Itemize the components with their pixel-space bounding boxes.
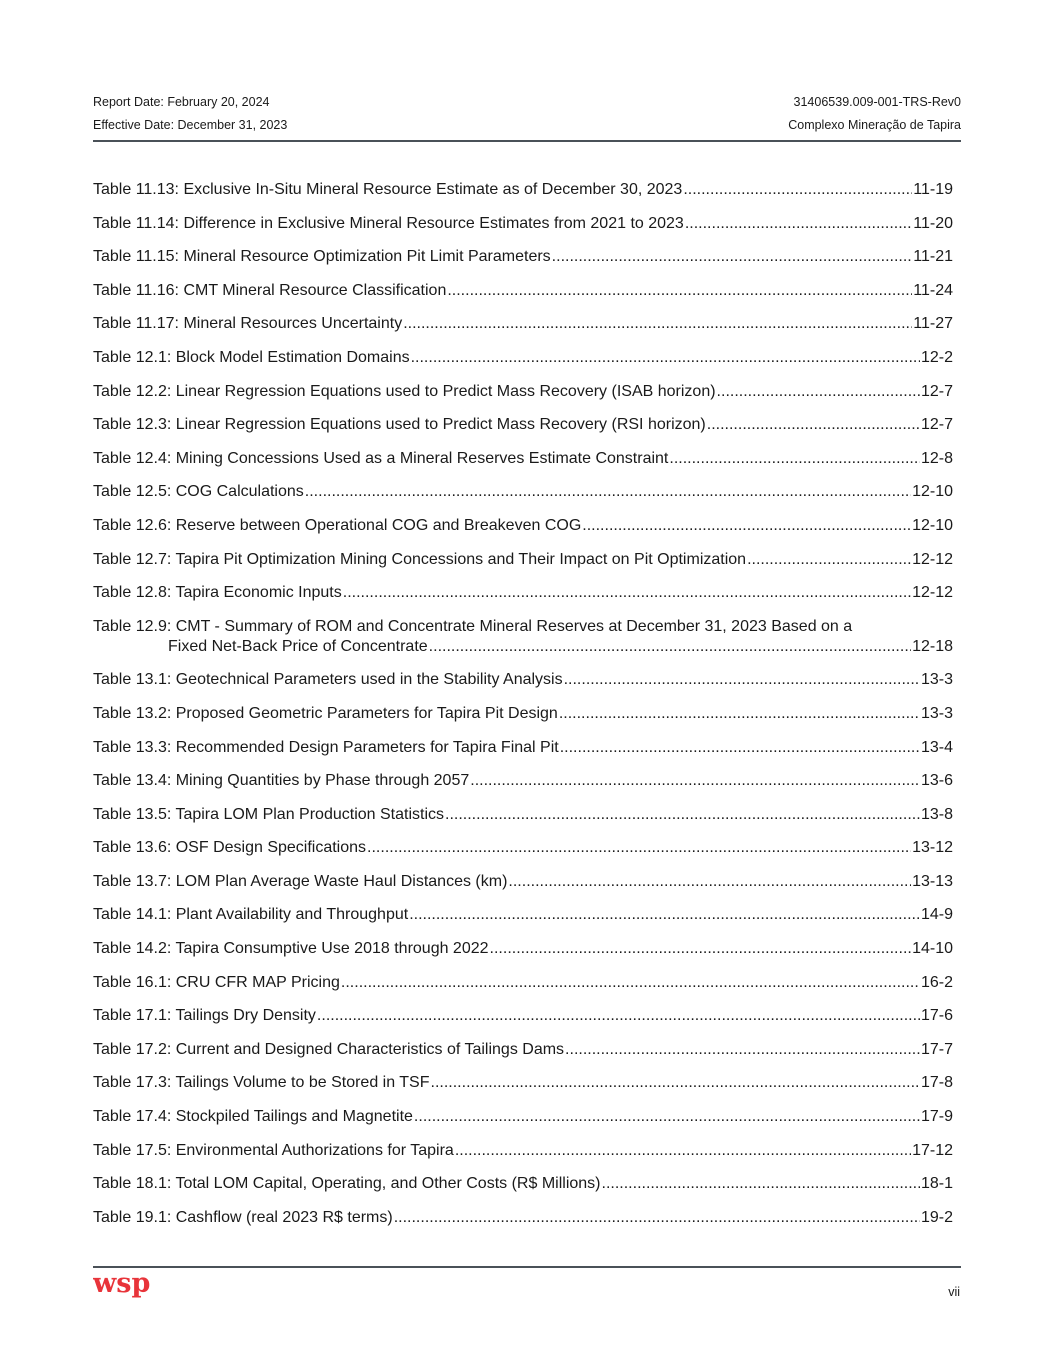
toc-entry-page: 14-10 (912, 940, 953, 958)
toc-leader-dots (394, 1208, 920, 1228)
toc-entry-page: 16-2 (920, 973, 953, 991)
toc-leader-dots (305, 482, 911, 502)
table-of-contents (93, 180, 953, 1241)
toc-leader-dots (470, 771, 920, 791)
toc-leader-dots (445, 805, 920, 825)
toc-leader-dots (409, 905, 920, 925)
toc-entry[interactable] (93, 905, 953, 939)
project-name: Complexo Mineração de Tapira (788, 118, 961, 132)
toc-entry-page: 13-13 (912, 872, 953, 890)
toc-entry-page: 13-6 (920, 772, 953, 790)
report-number: 31406539.009-001-TRS-Rev0 (793, 95, 961, 109)
toc-entry[interactable] (93, 617, 953, 671)
toc-entry-label: Table 12.8: Tapira Economic Inputs (93, 584, 342, 602)
toc-leader-dots (411, 348, 920, 368)
toc-leader-dots (560, 738, 920, 758)
toc-leader-dots (490, 939, 912, 959)
toc-entry[interactable] (93, 1174, 953, 1208)
toc-entry-label: Table 17.1: Tailings Dry Density (93, 1007, 316, 1025)
toc-entry-label: Table 12.2: Linear Regression Equations used to Predict Mass Recovery (ISAB horizon) (93, 382, 716, 400)
toc-entry-page: 19-2 (920, 1208, 953, 1226)
toc-entry[interactable] (93, 805, 953, 839)
toc-entry-page: 12-10 (912, 516, 953, 534)
toc-entry-page: 11-20 (913, 214, 953, 232)
header-divider (93, 140, 961, 142)
toc-leader-dots (707, 415, 920, 435)
toc-entry-page: 14-9 (920, 906, 953, 924)
wsp-logo-text: wsp (93, 1270, 151, 1299)
toc-entry[interactable] (93, 180, 953, 214)
toc-entry[interactable] (93, 973, 953, 1007)
toc-entry-label: Table 19.1: Cashflow (real 2023 R$ terms) (93, 1208, 393, 1226)
toc-leader-dots (685, 214, 912, 234)
wsp-logo (93, 1270, 157, 1310)
toc-entry-label: Table 13.2: Proposed Geometric Parameters for Tapira Pit Design (93, 704, 558, 722)
toc-entry-page: 12-2 (920, 348, 953, 366)
toc-entry-label: Table 11.13: Exclusive In-Situ Mineral Resource Estimate as of December 30, 2023 (93, 181, 683, 198)
toc-entry-page: 13-12 (912, 839, 953, 857)
toc-entry[interactable] (93, 516, 953, 550)
toc-entry-page: 13-3 (920, 704, 953, 722)
toc-leader-dots (343, 583, 911, 603)
toc-entry-page: 17-12 (912, 1141, 953, 1159)
toc-leader-dots (414, 1107, 920, 1127)
toc-entry-label: Table 12.7: Tapira Pit Optimization Mining Concessions and Their Impact on Pit Optimization (93, 550, 747, 568)
toc-entry-page: 11-27 (913, 315, 953, 333)
toc-entry-page: 12-7 (920, 382, 953, 400)
toc-entry-page: 12-8 (920, 449, 953, 467)
toc-entry-label: Table 14.2: Tapira Consumptive Use 2018 through 2022 (93, 940, 489, 958)
toc-leader-dots (564, 670, 920, 690)
toc-entry[interactable] (93, 1141, 953, 1175)
toc-entry-page: 12-10 (912, 483, 953, 501)
toc-entry[interactable] (93, 1107, 953, 1141)
toc-leader-dots (455, 1141, 911, 1161)
toc-entry-page: 13-3 (920, 671, 953, 689)
footer-divider (93, 1266, 961, 1268)
toc-entry[interactable] (93, 738, 953, 772)
toc-entry-label: Table 12.4: Mining Concessions Used as a Mineral Reserves Estimate Constraint (93, 449, 669, 467)
toc-entry[interactable] (93, 670, 953, 704)
toc-entry[interactable] (93, 872, 953, 906)
toc-entry-page: 17-9 (920, 1108, 953, 1126)
toc-entry[interactable] (93, 482, 953, 516)
toc-entry[interactable] (93, 314, 953, 348)
toc-entry-label: Table 16.1: CRU CFR MAP Pricing (93, 973, 340, 991)
toc-entry-page: 11-24 (913, 281, 953, 299)
toc-entry-page: 12-12 (912, 550, 953, 568)
toc-entry-label: Table 12.3: Linear Regression Equations used to Predict Mass Recovery (RSI horizon) (93, 416, 706, 434)
toc-leader-dots (508, 872, 911, 892)
toc-entry[interactable] (93, 1006, 953, 1040)
toc-leader-dots (565, 1040, 920, 1060)
toc-leader-dots (431, 1073, 920, 1093)
toc-entry-label: Table 17.2: Current and Designed Characteristics of Tailings Dams (93, 1040, 565, 1058)
toc-entry[interactable] (93, 348, 953, 382)
toc-leader-dots (429, 637, 911, 657)
toc-entry[interactable] (93, 382, 953, 416)
toc-leader-dots (559, 704, 920, 724)
toc-entry-page: 12-12 (912, 584, 953, 602)
toc-entry-label: Table 13.3: Recommended Design Parameters for Tapira Final Pit (93, 738, 559, 756)
toc-leader-dots (552, 247, 913, 267)
toc-entry-label: Table 18.1: Total LOM Capital, Operating, and Other Costs (R$ Millions) (93, 1175, 601, 1193)
toc-entry-page: 17-6 (920, 1007, 953, 1025)
toc-entry[interactable] (93, 771, 953, 805)
toc-leader-dots (341, 973, 920, 993)
toc-leader-dots (403, 314, 912, 334)
toc-entry[interactable] (93, 415, 953, 449)
toc-entry[interactable] (93, 583, 953, 617)
toc-entry-label: Table 13.1: Geotechnical Parameters used in the Stability Analysis (93, 671, 563, 689)
toc-leader-dots (669, 449, 920, 469)
toc-entry-page: 13-8 (920, 805, 953, 823)
toc-entry[interactable] (93, 214, 953, 248)
toc-entry[interactable] (93, 704, 953, 738)
toc-entry[interactable] (93, 550, 953, 584)
toc-entry-page: 13-4 (920, 738, 953, 756)
toc-entry-label: Table 12.9: CMT - Summary of ROM and Concentrate Mineral Reserves at December 31, 2023 Based on a (93, 617, 853, 635)
toc-entry-label: Table 17.5: Environmental Authorizations for Tapira (93, 1141, 454, 1159)
toc-leader-dots (602, 1174, 920, 1194)
toc-entry-page: 11-19 (913, 181, 953, 198)
toc-entry-page: 12-18 (912, 637, 953, 655)
toc-entry-page: 18-1 (920, 1175, 953, 1193)
effective-date: Effective Date: December 31, 2023 (93, 118, 288, 132)
toc-leader-dots (683, 180, 912, 200)
toc-entry-label: Table 11.17: Mineral Resources Uncertainty (93, 315, 403, 333)
toc-entry-label: Table 13.7: LOM Plan Average Waste Haul Distances (km) (93, 872, 508, 890)
toc-entry[interactable] (93, 838, 953, 872)
toc-entry-page: 12-7 (920, 416, 953, 434)
toc-entry[interactable] (93, 247, 953, 281)
toc-leader-dots (717, 382, 920, 402)
toc-leader-dots (367, 838, 911, 858)
toc-entry[interactable] (93, 939, 953, 973)
page-number: vii (948, 1285, 960, 1299)
toc-entry-label: Table 12.6: Reserve between Operational COG and Breakeven COG (93, 516, 582, 534)
toc-entry-label: Table 14.1: Plant Availability and Throughput (93, 906, 409, 924)
toc-entry-label: Table 13.4: Mining Quantities by Phase through 2057 (93, 772, 470, 790)
toc-entry-page: 17-7 (920, 1040, 953, 1058)
toc-entry-label: Table 12.5: COG Calculations (93, 483, 304, 501)
toc-entry-label: Table 17.3: Tailings Volume to be Stored in TSF (93, 1074, 430, 1092)
report-date: Report Date: February 20, 2024 (93, 95, 270, 109)
toc-leader-dots (582, 516, 911, 536)
toc-entry-label: Table 17.4: Stockpiled Tailings and Magnetite (93, 1108, 413, 1126)
toc-entry-label: Table 11.16: CMT Mineral Resource Classification (93, 281, 447, 299)
toc-entry-page: 17-8 (920, 1074, 953, 1092)
toc-leader-dots (317, 1006, 920, 1026)
toc-entry-label: Table 11.14: Difference in Exclusive Mineral Resource Estimates from 2021 to 2023 (93, 214, 684, 232)
toc-entry[interactable] (93, 449, 953, 483)
toc-leader-dots (447, 281, 912, 301)
toc-entry-label: Table 11.15: Mineral Resource Optimization Pit Limit Parameters (93, 248, 551, 266)
toc-entry[interactable] (93, 1073, 953, 1107)
toc-entry-label: Table 13.6: OSF Design Specifications (93, 839, 367, 857)
toc-entry-page: 11-21 (913, 248, 953, 266)
page-header (93, 92, 961, 138)
toc-entry[interactable] (93, 1208, 953, 1242)
toc-entry-label-continued: Fixed Net-Back Price of Concentrate (168, 637, 428, 655)
toc-leader-dots (747, 550, 911, 570)
toc-entry[interactable] (93, 1040, 953, 1074)
toc-entry-label: Table 13.5: Tapira LOM Plan Production Statistics (93, 805, 444, 823)
toc-entry-label: Table 12.1: Block Model Estimation Domains (93, 348, 410, 366)
toc-entry[interactable] (93, 281, 953, 315)
